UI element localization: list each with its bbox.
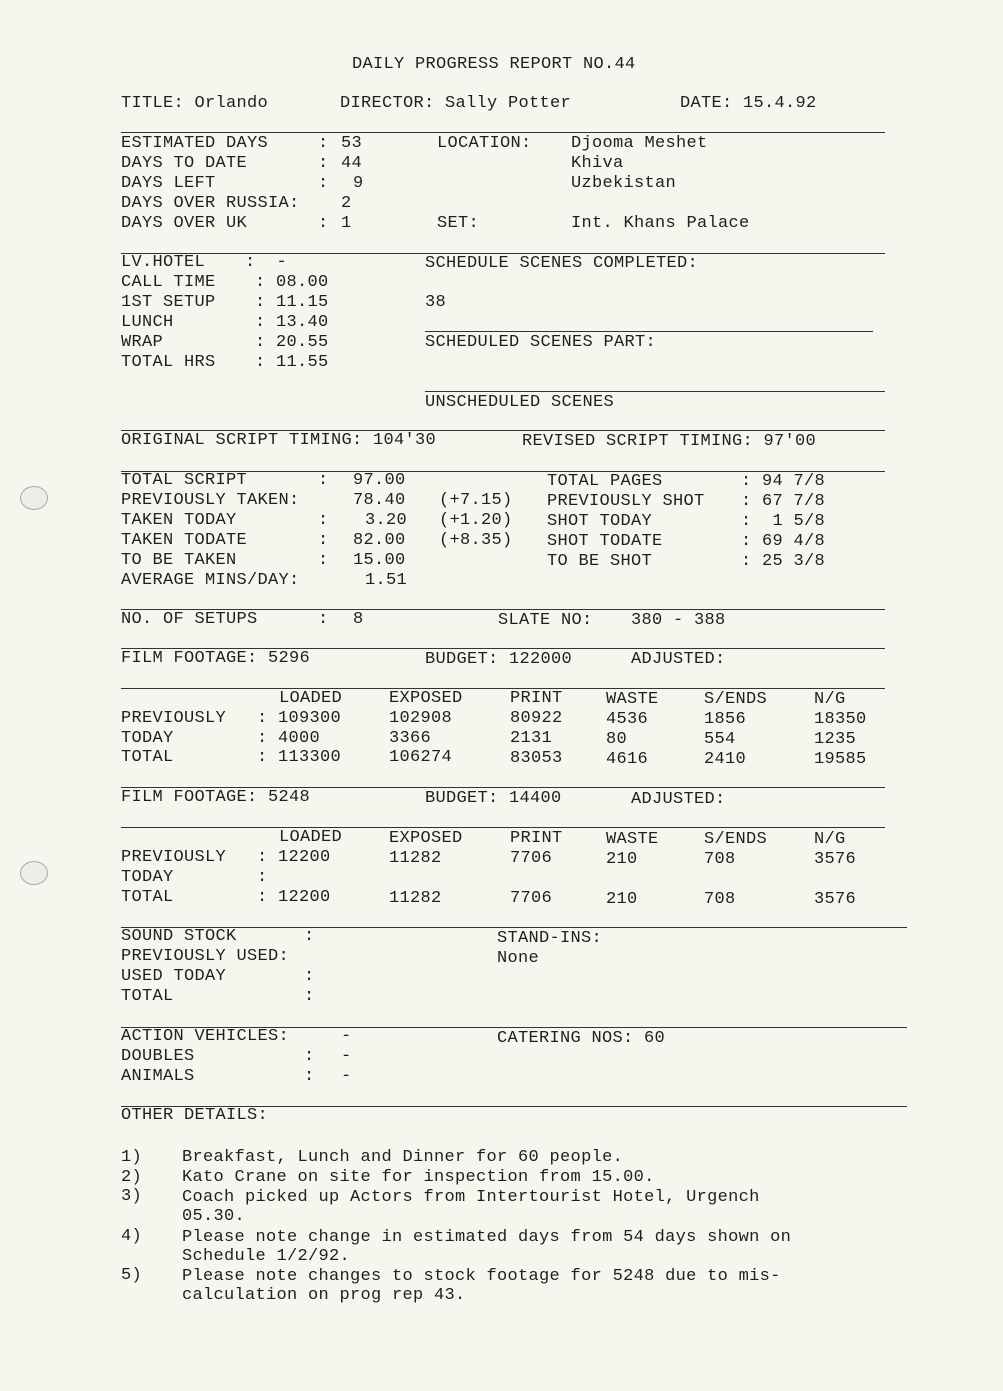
page-stat-value: : 69 4/8 [741,532,826,551]
page-stat-label: PREVIOUSLY SHOT [547,492,705,511]
footage-cell: 11282 [389,889,442,908]
footage-row-label: PREVIOUSLY [121,848,227,867]
days-label: DAYS TO DATE [121,154,248,173]
days-colon: : [318,134,329,153]
slate-value: 380 - 388 [631,611,726,630]
footage-column-header: LOADED [279,689,343,708]
divider [121,927,907,928]
script-stat-label: TOTAL SCRIPT [121,471,248,490]
page-stat-label: TO BE SHOT [547,552,653,571]
footage-column-header: WASTE [606,690,659,709]
time-label: TOTAL HRS [121,353,216,372]
footage-cell: 3366 [389,729,432,748]
footage-cell: 18350 [814,710,867,729]
days-value: 2 [341,194,352,213]
footage-cell: 3576 [814,890,857,909]
footage-cell: 1856 [704,710,747,729]
footage-cell: : 12200 [257,848,331,867]
setups-label: NO. OF SETUPS [121,610,258,629]
page-stat-label: SHOT TODATE [547,532,663,551]
film-title: TITLE: Orlando [121,94,269,113]
footage-row-label: TODAY [121,868,174,887]
footage-cell: : 4000 [257,729,321,748]
footage-cell: 7706 [510,849,553,868]
time-value: : 11.55 [255,353,329,372]
footage-cell: 1235 [814,730,857,749]
script-stat-value: 3.20 [365,511,408,530]
days-label: DAYS OVER UK [121,214,248,233]
slate-label: SLATE NO: [498,611,593,630]
footage-cell: 106274 [389,748,453,767]
script-stat-delta: (+1.20) [439,511,513,530]
note-number: 1) [121,1148,143,1167]
script-stat-delta: (+7.15) [439,491,513,510]
time-value: : 11.15 [255,293,329,312]
page-stat-value: : 94 7/8 [741,472,826,491]
vehicles-colon: : [304,1047,315,1066]
page-stat-value: : 1 5/8 [741,512,826,531]
footage-cell: 554 [704,730,736,749]
footage-cell: 19585 [814,750,867,769]
film-adjusted: ADJUSTED: [631,650,726,669]
script-stat-colon: : [318,551,329,570]
footage-cell: : [257,868,268,887]
note-text: Schedule 1/2/92. [182,1247,351,1266]
note-number: 5) [121,1266,143,1285]
report-date: DATE: 15.4.92 [680,94,817,113]
divider [121,132,885,133]
set-label: SET: [437,214,480,233]
footage-cell: 4616 [606,750,649,769]
note-text: Kato Crane on site for inspection from 15.00. [182,1168,655,1187]
divider [425,331,873,332]
script-stat-value: 15.00 [353,551,406,570]
divider [425,391,885,392]
scenes-completed-value: 38 [425,293,447,312]
note-text: 05.30. [182,1207,246,1226]
page-stat-label: TOTAL PAGES [547,472,663,491]
time-value: : 13.40 [255,313,329,332]
film-footage: FILM FOOTAGE: 5296 [121,649,311,668]
report-title: DAILY PROGRESS REPORT NO.44 [352,55,636,74]
script-stat-label: PREVIOUSLY TAKEN: [121,491,300,510]
footage-column-header: EXPOSED [389,689,463,708]
days-label: DAYS OVER RUSSIA: [121,194,300,213]
footage-cell: 80 [606,730,628,749]
film-adjusted: ADJUSTED: [631,790,726,809]
footage-cell: 708 [704,890,736,909]
footage-column-header: EXPOSED [389,829,463,848]
sound-colon: : [304,927,315,946]
scenes-completed-label: SCHEDULE SCENES COMPLETED: [425,254,699,273]
unscheduled-label: UNSCHEDULED SCENES [425,393,615,412]
catering: CATERING NOS: 60 [497,1029,666,1048]
sound-colon: : [304,967,315,986]
setups-value: 8 [353,610,364,629]
script-stat-delta: (+8.35) [439,531,513,550]
original-script-timing: ORIGINAL SCRIPT TIMING: 104'30 [121,431,437,450]
location-line: Uzbekistan [571,174,677,193]
scenes-part-label: SCHEDULED SCENES PART: [425,333,657,352]
footage-column-header: N/G [814,830,846,849]
note-text: Please note changes to stock footage for 5248 due to mis- [182,1267,781,1286]
note-number: 4) [121,1227,143,1246]
note-number: 3) [121,1187,143,1206]
footage-column-header: PRINT [510,829,563,848]
days-value: 44 [341,154,363,173]
punch-hole [20,486,48,510]
sound-label: TOTAL [121,987,174,1006]
script-stat-value: 78.40 [353,491,406,510]
location-line: Djooma Meshet [571,134,708,153]
standins-label: STAND-INS: [497,929,603,948]
note-number: 2) [121,1168,143,1187]
footage-cell: 102908 [389,709,453,728]
script-stat-colon: : [318,531,329,550]
days-label: DAYS LEFT [121,174,216,193]
set-value: Int. Khans Palace [571,214,750,233]
vehicles-value: - [341,1027,352,1046]
script-stat-label: AVERAGE MINS/DAY: [121,571,300,590]
footage-column-header: WASTE [606,830,659,849]
other-details-label: OTHER DETAILS: [121,1106,269,1125]
time-label: 1ST SETUP [121,293,216,312]
revised-script-timing: REVISED SCRIPT TIMING: 97'00 [522,432,817,451]
footage-column-header: S/ENDS [704,690,768,709]
footage-column-header: S/ENDS [704,830,768,849]
footage-cell: 7706 [510,889,553,908]
time-value: : 20.55 [255,333,329,352]
script-stat-value: 97.00 [353,471,406,490]
footage-cell: 2410 [704,750,747,769]
footage-row-label: PREVIOUSLY [121,709,227,728]
note-text: calculation on prog rep 43. [182,1286,466,1305]
punch-hole [20,861,48,885]
vehicles-colon: : [304,1067,315,1086]
footage-cell: 11282 [389,849,442,868]
sound-colon: : [304,987,315,1006]
days-colon: : [318,154,329,173]
footage-column-header: N/G [814,690,846,709]
days-colon: : [318,174,329,193]
location-label: LOCATION: [437,134,532,153]
days-colon: : [318,214,329,233]
footage-cell: 83053 [510,749,563,768]
script-stat-label: TAKEN TODAY [121,511,237,530]
note-text: Coach picked up Actors from Intertourist Hotel, Urgench [182,1188,760,1207]
days-value: 1 [341,214,352,233]
footage-row-label: TOTAL [121,888,174,907]
standins-value: None [497,949,540,968]
film-footage: FILM FOOTAGE: 5248 [121,788,311,807]
time-label: WRAP [121,333,164,352]
page-stat-label: SHOT TODAY [547,512,653,531]
footage-cell: 3576 [814,850,857,869]
footage-cell: 2131 [510,729,553,748]
divider [121,688,885,689]
sound-label: USED TODAY [121,967,227,986]
director: DIRECTOR: Sally Potter [340,94,572,113]
days-value: 9 [353,174,364,193]
footage-cell: 210 [606,850,638,869]
sound-label: SOUND STOCK [121,927,237,946]
film-budget: BUDGET: 14400 [425,789,562,808]
script-stat-colon: : [318,511,329,530]
setups-colon: : [318,610,329,629]
footage-cell: 4536 [606,710,649,729]
page-stat-value: : 67 7/8 [741,492,826,511]
script-stat-label: TAKEN TODATE [121,531,248,550]
vehicles-value: - [341,1067,352,1086]
footage-column-header: LOADED [279,828,343,847]
film-budget: BUDGET: 122000 [425,650,573,669]
footage-cell: : 113300 [257,748,342,767]
time-label: LUNCH [121,313,174,332]
footage-column-header: PRINT [510,689,563,708]
location-line: Khiva [571,154,624,173]
note-text: Breakfast, Lunch and Dinner for 60 people. [182,1148,624,1167]
footage-cell: : 109300 [257,709,342,728]
time-value: : 08.00 [255,273,329,292]
time-label: CALL TIME [121,273,216,292]
footage-cell: 708 [704,850,736,869]
footage-cell: : 12200 [257,888,331,907]
divider [121,827,885,828]
footage-cell: 80922 [510,709,563,728]
days-label: ESTIMATED DAYS [121,134,269,153]
script-stat-value: 1.51 [365,571,408,590]
footage-row-label: TOTAL [121,748,174,767]
vehicles-label: DOUBLES [121,1047,195,1066]
page-stat-value: : 25 3/8 [741,552,826,571]
footage-cell: 210 [606,890,638,909]
time-value: : - [245,253,288,272]
days-value: 53 [341,134,363,153]
vehicles-label: ANIMALS [121,1067,195,1086]
time-label: LV.HOTEL [121,253,206,272]
vehicles-value: - [341,1047,352,1066]
script-stat-colon: : [318,471,329,490]
sound-label: PREVIOUSLY USED: [121,947,290,966]
vehicles-label: ACTION VEHICLES: [121,1027,290,1046]
footage-row-label: TODAY [121,729,174,748]
script-stat-value: 82.00 [353,531,406,550]
note-text: Please note change in estimated days from 54 days shown on [182,1228,792,1247]
script-stat-label: TO BE TAKEN [121,551,237,570]
